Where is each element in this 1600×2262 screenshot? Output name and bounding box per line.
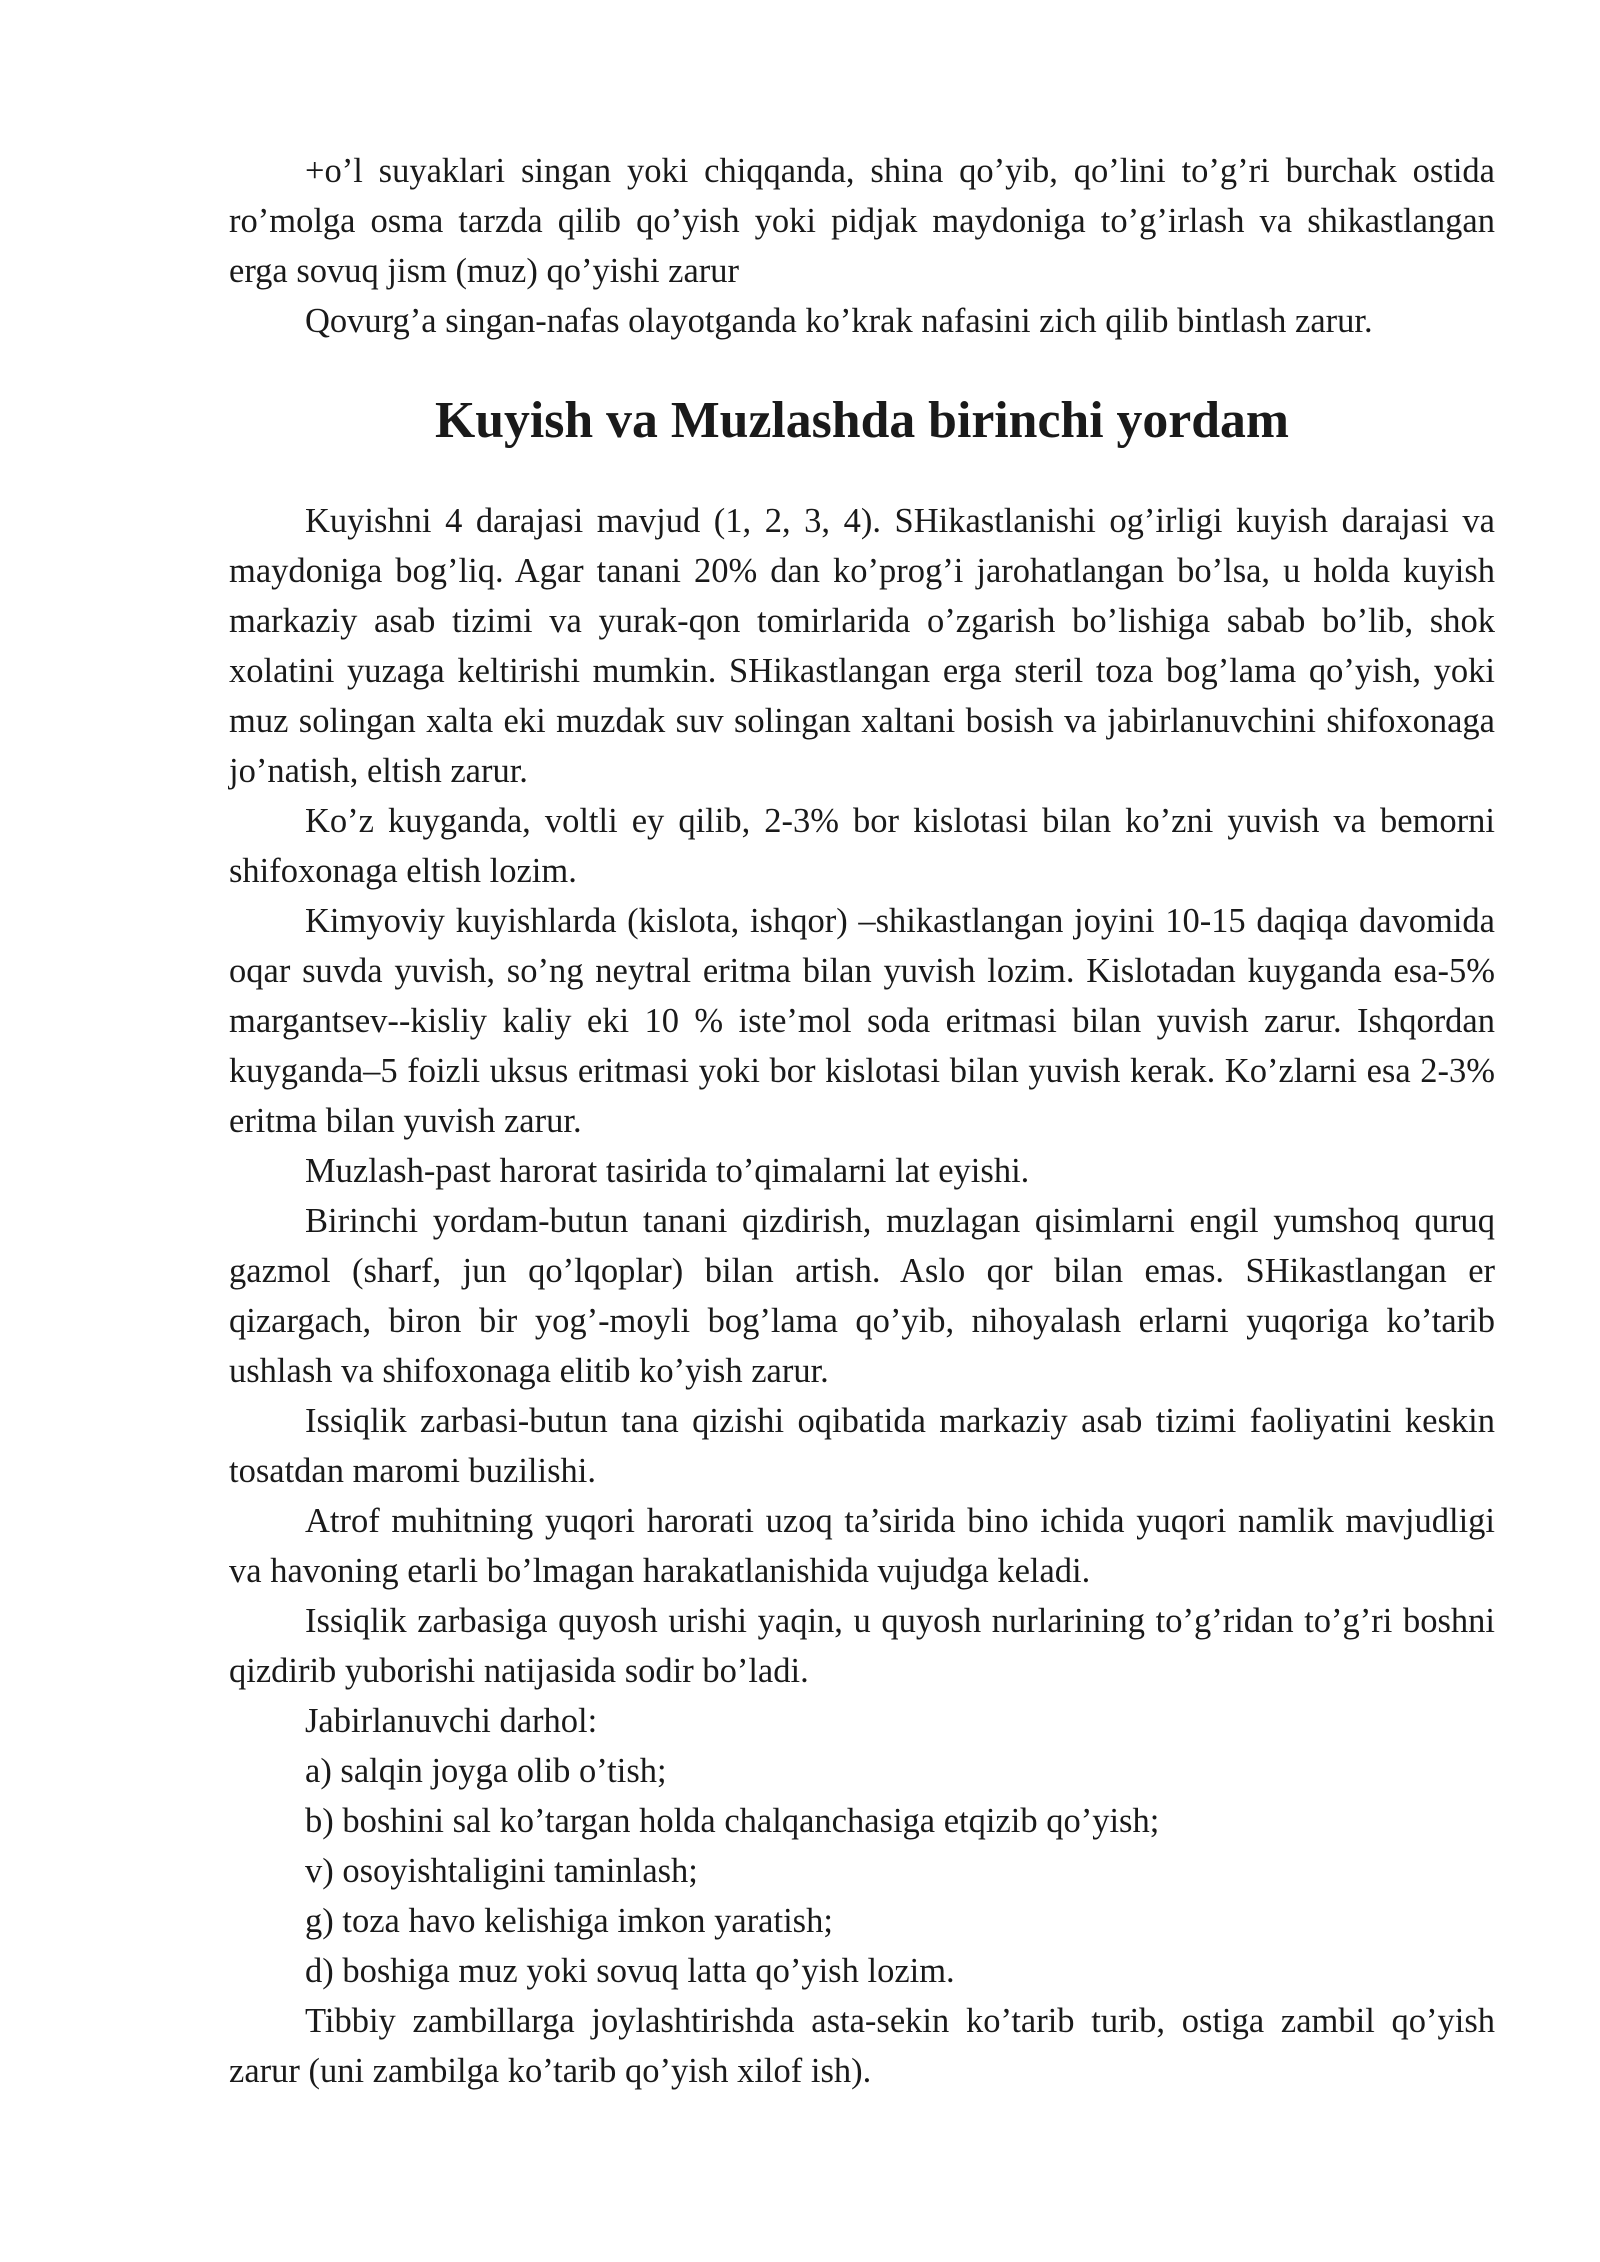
list-item: b) boshini sal ko’targan holda chalqanchasiga etqizib qo’yish;: [305, 1802, 1160, 1840]
list-item: g) toza havo kelishiga imkon yaratish;: [305, 1902, 833, 1940]
list-item: a) salqin joyga olib o’tish;: [305, 1752, 667, 1790]
paragraph-heat-stroke-cause: Atrof muhitning yuqori harorati uzoq ta’sirida bino ichida yuqori namlik mavjudligi va havoning etarli bo’lmagan harakatlanishida vujudga keladi.: [229, 1502, 1495, 1590]
list-item: v) osoyishtaligini taminlash;: [305, 1852, 698, 1890]
paragraph-sunstroke: Issiqlik zarbasiga quyosh urishi yaqin, u quyosh nurlarining to’g’ridan to’g’ri boshni qizdirib yuborishi natijasida sodir bo’ladi.: [229, 1602, 1495, 1690]
paragraph-burn-degrees: Kuyishni 4 darajasi mavjud (1, 2, 3, 4). SHikastlanishi og’irligi kuyish darajasi va maydoniga bog’liq. Agar tanani 20% dan ko’prog’i jarohatlangan bo’lsa, u holda kuyish markaziy asab tizimi va yurak-qon tomirlarida o’zgarish bo’lishiga sabab bo’lib, shok xolatini yuzaga keltirishi mumkin. SHikastlangan erga steril toza bog’lama qo’yish, yoki muz solingan xalta eki muzdak suv solingan xaltani bosish va jabirlanuvchini shifoxonaga jo’natish, eltish zarur.: [229, 502, 1495, 790]
section-title: Kuyish va Muzlashda birinchi yordam: [434, 392, 1290, 449]
paragraph-frostbite-definition: Muzlash-past harorat tasirida to’qimalarni lat eyishi.: [305, 1152, 1030, 1190]
paragraph-stretcher: Tibbiy zambillarga joylashtirishda asta-sekin ko’tarib turib, ostiga zambil qo’yish zarur (uni zambilga ko’tarib qo’yish xilof ish).: [229, 2002, 1495, 2090]
paragraph-rib-fracture: Qovurg’a singan-nafas olayotganda ko’krak nafasini zich qilib bintlash zarur.: [305, 302, 1373, 340]
paragraph-bone-fracture: +o’l suyaklari singan yoki chiqqanda, shina qo’yib, qo’lini to’g’ri burchak ostida ro’molga osma tarzda qilib qo’yish yoki pidjak maydoniga to’g’irlash va shikastlangan erga sovuq jism (muz) qo’yishi zarur: [229, 152, 1495, 290]
list-item: d) boshiga muz yoki sovuq latta qo’yish lozim.: [305, 1952, 955, 1990]
paragraph-frostbite-first-aid: Birinchi yordam-butun tanani qizdirish, muzlagan qisimlarni engil yumshoq quruq gazmol (sharf, jun qo’lqoplar) bilan artish. Aslo qor bilan emas. SHikastlangan er qizargach, biron bir yog’-moyli bog’lama qo’yib, nihoyalash erlarni yuqoriga ko’tarib ushlash va shifoxonaga elitib ko’yish zarur.: [229, 1202, 1495, 1390]
document-page: [229, 146, 1495, 2096]
paragraph-heat-stroke-definition: Issiqlik zarbasi-butun tana qizishi oqibatida markaziy asab tizimi faoliyatini keskin tosatdan maromi buzilishi.: [229, 1402, 1495, 1490]
paragraph-chemical-burn: Kimyoviy kuyishlarda (kislota, ishqor) –shikastlangan joyini 10-15 daqiqa davomida oqar suvda yuvish, so’ng neytral eritma bilan yuvish lozim. Kislotadan kuyganda esa-5% margantsev--kisliy kaliy eki 10 % iste’mol soda eritmasi bilan yuvish zarur. Ishqordan kuyganda–5 foizli uksus eritmasi yoki bor kislotasi bilan yuvish kerak. Ko’zlarni esa 2-3% eritma bilan yuvish zarur.: [229, 902, 1495, 1140]
paragraph-eye-burn: Ko’z kuyganda, voltli ey qilib, 2-3% bor kislotasi bilan ko’zni yuvish va bemorni shifoxonaga eltish lozim.: [229, 802, 1495, 890]
paragraph-victim-immediately: Jabirlanuvchi darhol:: [305, 1702, 598, 1740]
